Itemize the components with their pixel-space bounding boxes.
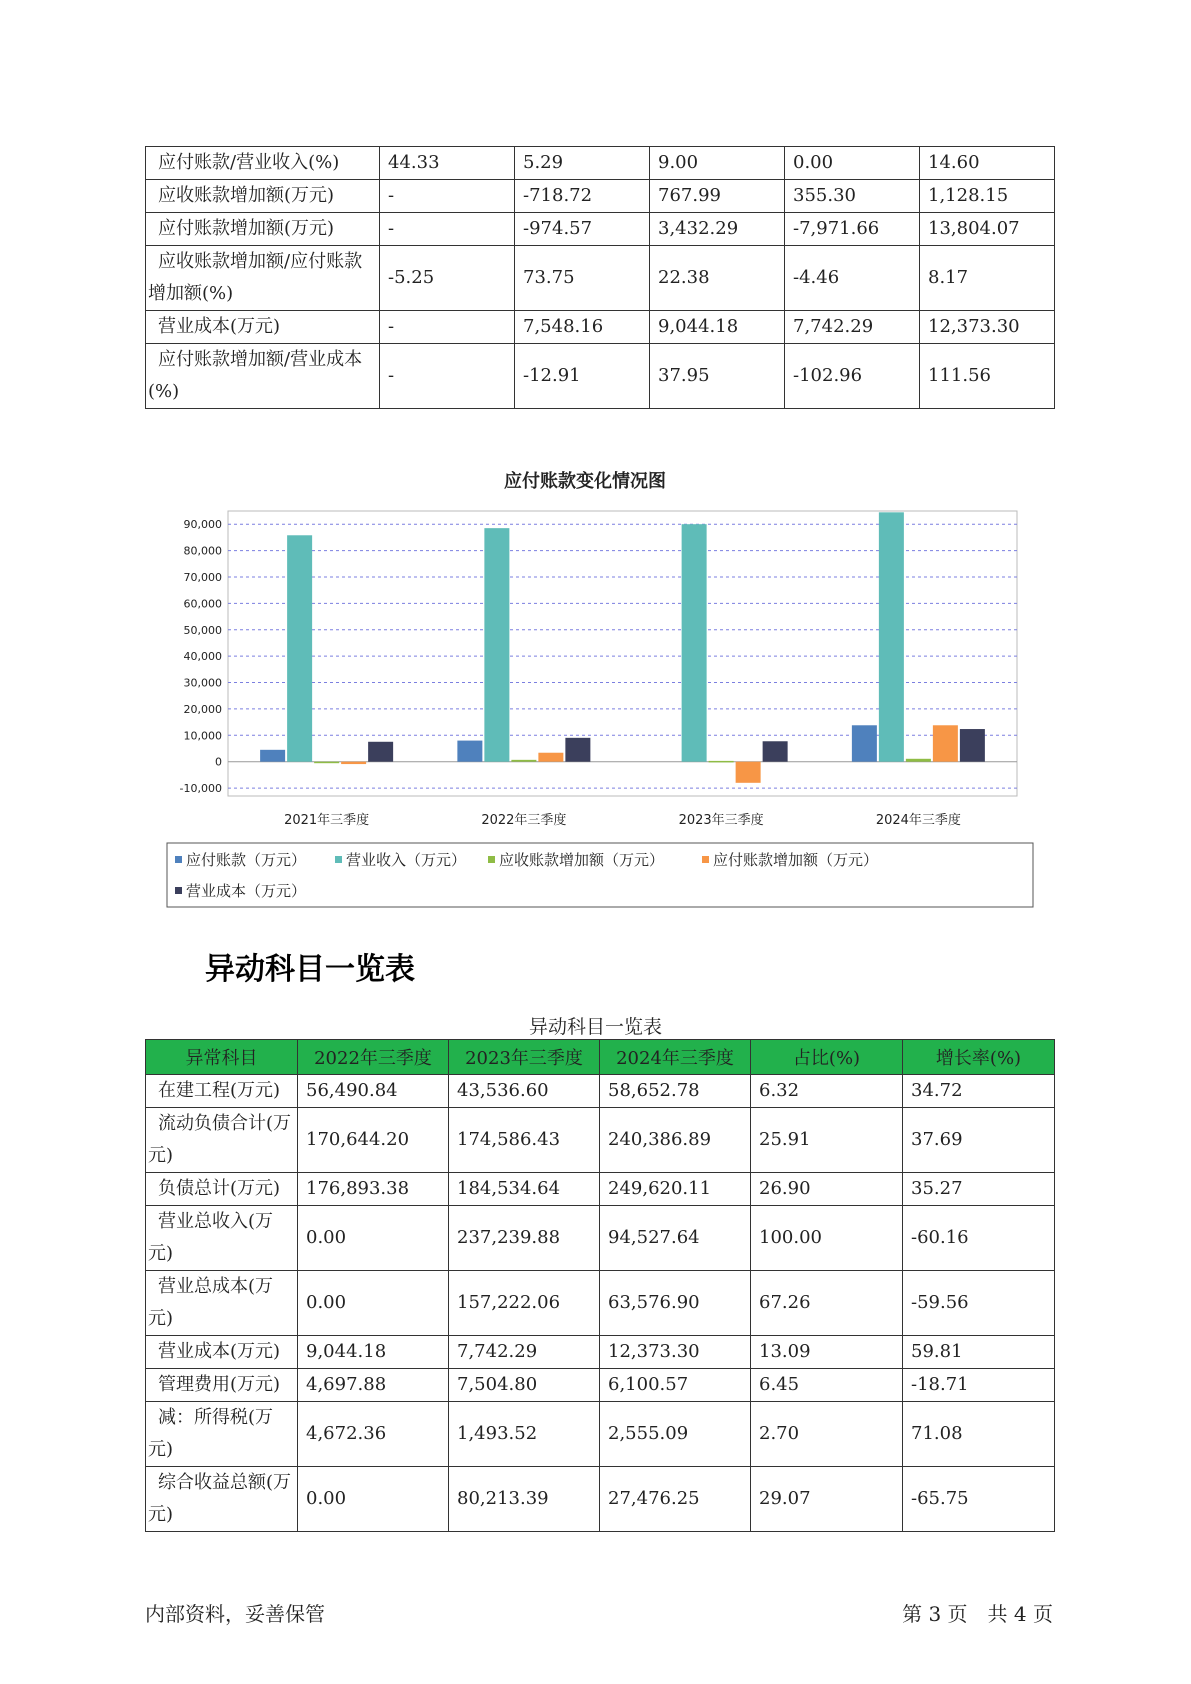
table-cell: 27,476.25 [600, 1467, 751, 1532]
bar [682, 524, 707, 762]
table-row [146, 1206, 1055, 1271]
bar [565, 738, 590, 762]
table-cell: 13.09 [751, 1336, 903, 1369]
bar [368, 742, 393, 762]
row-label: 减：所得税(万元) [146, 1402, 298, 1467]
table-cell: 35.27 [903, 1173, 1055, 1206]
table-cell: - [380, 311, 515, 344]
x-tick-label: 2021年三季度 [284, 813, 370, 828]
table-cell: 1,493.52 [449, 1402, 600, 1467]
table-cell: 9.00 [650, 147, 785, 180]
table-cell: -974.57 [515, 213, 650, 246]
table-cell: 43,536.60 [449, 1075, 600, 1108]
table-cell: 4,672.36 [298, 1402, 449, 1467]
table-row [146, 147, 1055, 180]
table-cell: -718.72 [515, 180, 650, 213]
table-cell: 3,432.29 [650, 213, 785, 246]
table-cell: 4,697.88 [298, 1369, 449, 1402]
column-header: 增长率(%) [903, 1040, 1055, 1075]
table-cell: 6.32 [751, 1075, 903, 1108]
table-cell: 26.90 [751, 1173, 903, 1206]
chart-canvas [145, 460, 1065, 910]
row-label: 营业总成本(万元) [146, 1271, 298, 1336]
legend-swatch [175, 887, 182, 894]
table-cell: 1,128.15 [920, 180, 1055, 213]
row-label: 在建工程(万元) [146, 1075, 298, 1108]
row-label: 管理费用(万元) [146, 1369, 298, 1402]
table-caption: 异动科目一览表 [528, 1016, 662, 1038]
legend-label: 营业收入（万元） [346, 851, 467, 869]
y-tick-label: 60,000 [183, 597, 222, 611]
table-cell: 0.00 [298, 1467, 449, 1532]
table-cell: - [380, 180, 515, 213]
table-cell: 14.60 [920, 147, 1055, 180]
table-cell: 56,490.84 [298, 1075, 449, 1108]
table-cell: 6.45 [751, 1369, 903, 1402]
table-cell: -60.16 [903, 1206, 1055, 1271]
y-tick-label: -10,000 [179, 782, 222, 796]
table-row [146, 1369, 1055, 1402]
table-cell: 63,576.90 [600, 1271, 751, 1336]
bar [960, 729, 985, 762]
table-cell: 7,742.29 [785, 311, 920, 344]
y-tick-label: 90,000 [183, 518, 222, 532]
bar [906, 759, 931, 762]
table-cell: 94,527.64 [600, 1206, 751, 1271]
table-cell: -65.75 [903, 1467, 1055, 1532]
y-tick-label: 0 [215, 755, 222, 769]
table-cell: 5.29 [515, 147, 650, 180]
table-cell: 2.70 [751, 1402, 903, 1467]
table-cell: 249,620.11 [600, 1173, 751, 1206]
table-cell: -59.56 [903, 1271, 1055, 1336]
row-label: 营业成本(万元) [146, 1336, 298, 1369]
row-label: 应付账款增加额(万元) [146, 213, 380, 246]
table-cell: - [380, 213, 515, 246]
table-row [146, 213, 1055, 246]
bar [852, 725, 877, 761]
row-label: 应收账款增加额(万元) [146, 180, 380, 213]
payables-chart [145, 460, 1065, 910]
bar [341, 762, 366, 764]
table-cell: 8.17 [920, 246, 1055, 311]
bar [763, 741, 788, 761]
row-label: 综合收益总额(万元) [146, 1467, 298, 1532]
table-cell: 6,100.57 [600, 1369, 751, 1402]
legend-label: 应付账款增加额（万元） [713, 851, 879, 869]
bar [879, 512, 904, 761]
footer-note: 内部资料，妥善保管 [145, 1602, 325, 1626]
table-cell: 170,644.20 [298, 1108, 449, 1173]
bar [314, 762, 339, 764]
bar [538, 753, 563, 762]
row-label: 应付账款增加额/营业成本(%) [146, 344, 380, 409]
bar [484, 528, 509, 762]
table-row [146, 1336, 1055, 1369]
row-label: 营业总收入(万元) [146, 1206, 298, 1271]
legend-label: 营业成本（万元） [186, 882, 307, 900]
table-cell: 767.99 [650, 180, 785, 213]
chart-title: 应付账款变化情况图 [504, 471, 666, 492]
bar [287, 535, 312, 761]
y-tick-label: 10,000 [183, 729, 222, 743]
table-cell: 73.75 [515, 246, 650, 311]
table-cell: 67.26 [751, 1271, 903, 1336]
table-cell: 0.00 [785, 147, 920, 180]
table-row [146, 311, 1055, 344]
column-header: 异常科目 [146, 1040, 298, 1075]
column-header: 占比(%) [751, 1040, 903, 1075]
table-cell: 355.30 [785, 180, 920, 213]
table-cell: 22.38 [650, 246, 785, 311]
table-cell: -7,971.66 [785, 213, 920, 246]
y-tick-label: 80,000 [183, 544, 222, 558]
table-row [146, 1075, 1055, 1108]
table-cell: - [380, 344, 515, 409]
table-row [146, 1173, 1055, 1206]
table-cell: 237,239.88 [449, 1206, 600, 1271]
table-cell: 13,804.07 [920, 213, 1055, 246]
table-cell: 59.81 [903, 1336, 1055, 1369]
table-row [146, 1467, 1055, 1532]
legend-swatch [175, 856, 182, 863]
bar [736, 762, 761, 783]
row-label: 流动负债合计(万元) [146, 1108, 298, 1173]
table-cell: 100.00 [751, 1206, 903, 1271]
legend-label: 应付账款（万元） [186, 851, 307, 869]
row-label: 应付账款/营业收入(%) [146, 147, 380, 180]
indicator-table [145, 146, 1055, 409]
x-tick-label: 2024年三季度 [875, 813, 961, 828]
table-cell: 7,742.29 [449, 1336, 600, 1369]
table-cell: 174,586.43 [449, 1108, 600, 1173]
column-header: 2022年三季度 [298, 1040, 449, 1075]
table-cell: 184,534.64 [449, 1173, 600, 1206]
table-cell: 9,044.18 [298, 1336, 449, 1369]
table-row [146, 246, 1055, 311]
table-cell: 25.91 [751, 1108, 903, 1173]
table-row [146, 344, 1055, 409]
bar [511, 760, 536, 762]
table-cell: 71.08 [903, 1402, 1055, 1467]
table-cell: 12,373.30 [600, 1336, 751, 1369]
bar [457, 741, 482, 762]
table-cell: 7,548.16 [515, 311, 650, 344]
page-number: 第 3 页 共 4 页 [902, 1602, 1053, 1626]
column-header: 2023年三季度 [449, 1040, 600, 1075]
legend-swatch [335, 856, 342, 863]
table-cell: 29.07 [751, 1467, 903, 1532]
table-cell: 7,504.80 [449, 1369, 600, 1402]
row-label: 负债总计(万元) [146, 1173, 298, 1206]
bar [260, 750, 285, 762]
legend-swatch [702, 856, 709, 863]
legend-swatch [488, 856, 495, 863]
legend-label: 应收账款增加额（万元） [499, 851, 665, 869]
table-cell: 80,213.39 [449, 1467, 600, 1532]
table-cell: 176,893.38 [298, 1173, 449, 1206]
table-cell: 37.95 [650, 344, 785, 409]
column-header: 2024年三季度 [600, 1040, 751, 1075]
bar [709, 761, 734, 763]
table-cell: 240,386.89 [600, 1108, 751, 1173]
table-cell: 9,044.18 [650, 311, 785, 344]
section-title: 异动科目一览表 [205, 952, 415, 987]
anomaly-table [145, 1039, 1055, 1532]
y-tick-label: 40,000 [183, 650, 222, 664]
table-cell: 58,652.78 [600, 1075, 751, 1108]
table-cell: -4.46 [785, 246, 920, 311]
table-cell: -18.71 [903, 1369, 1055, 1402]
x-tick-label: 2022年三季度 [481, 813, 567, 828]
anomaly-header-row [146, 1040, 1055, 1075]
table-cell: 157,222.06 [449, 1271, 600, 1336]
table-cell: 34.72 [903, 1075, 1055, 1108]
table-cell: 0.00 [298, 1271, 449, 1336]
table-cell: 12,373.30 [920, 311, 1055, 344]
table-cell: 2,555.09 [600, 1402, 751, 1467]
table-cell: -5.25 [380, 246, 515, 311]
table-cell: 111.56 [920, 344, 1055, 409]
row-label: 营业成本(万元) [146, 311, 380, 344]
x-tick-label: 2023年三季度 [678, 813, 764, 828]
bar [933, 725, 958, 761]
y-tick-label: 20,000 [183, 702, 222, 716]
table-row [146, 1108, 1055, 1173]
row-label: 应收账款增加额/应付账款增加额(%) [146, 246, 380, 311]
table-cell: -12.91 [515, 344, 650, 409]
y-tick-label: 30,000 [183, 676, 222, 690]
table-row [146, 180, 1055, 213]
table-cell: 0.00 [298, 1206, 449, 1271]
table-row [146, 1271, 1055, 1336]
y-tick-label: 70,000 [183, 570, 222, 584]
table-cell: -102.96 [785, 344, 920, 409]
table-cell: 37.69 [903, 1108, 1055, 1173]
table-cell: 44.33 [380, 147, 515, 180]
y-tick-label: 50,000 [183, 623, 222, 637]
table-row [146, 1402, 1055, 1467]
